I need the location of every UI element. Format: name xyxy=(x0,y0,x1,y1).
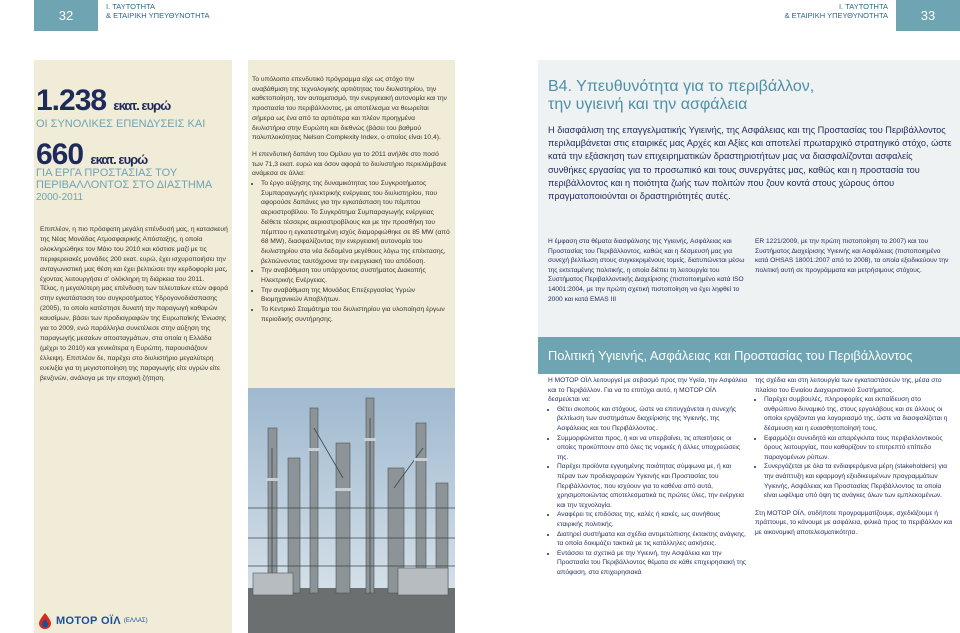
flame-drop-icon xyxy=(38,613,52,629)
list-item: • Το έργο αύξησης της δυναμικότητας του Συγκροτήματος Συμπαραγωγής ηλεκτρικής ενέργειας του διυλιστηρίου, που αφορούσε δαπάνες για την εγκατάσταση του πέμπτου αεριοστροβίλου. Το Συγκρότημα Συμπαραγωγής ενέργειας διέθετε τέσσερις αεριοστροβίλους και με την προσθήκη του πέμπτου η εγκατεστημένη ισχύς διαμορφώθηκε σε 85 MW (από 68 MW), διασφαλίζοντας την ενεργειακή αυτονομία του διυλιστηρίου στα νέα δεδομένα μεγέθους λόγω της επέκτασης, βελτιώνοντας ταυτόχρονα την ενεργειακή του απόδοση. xyxy=(261,179,450,266)
section-text-col2: ER 1221/2009, με την πρώτη πιστοποίηση το 2007) και του Συστήματος Διαχείρισης Υγιεινής και Ασφάλειας (πιστοποιημένο κατά OHSAS 18001:2007 από το 2008), τα οποία εξειδικεύουν την πολιτική αυτή σε προγράμματα και μετρήσιμους στόχους. xyxy=(755,238,949,274)
motor-oil-logo xyxy=(38,612,148,630)
logo-brand-text: ΜΟΤΟΡ ΟΪΛ xyxy=(56,615,121,627)
policy-col-right: της σχέδια και στη λειτουργία των εγκαταστάσεών της, μέσα στο πλαίσιο του Ενιαίου Διαχειριστικού Συστήματος. • Παρέχει συμβουλές, πληροφορίες και εκπαίδευση στο ανθρώπινο δυναμικό της, στους εργολάβους και σε άλλους οι οποίοι εργάζονται για λογαριασμό της, ώστε να διασφαλίζεται η δέσμευση και η ευαισθητοποίησή τους. • Εφαρμόζει συνειδητά και απαρέγκλιτα τους περιβαλλοντικούς όρους λειτουργίας, που καθορίζουν το επιτρεπτό επίπεδο παραγομένων ρύπων. • Συνεργάζεται με όλα τα ενδιαφερόμενα μέρη (stakeholders) για την ανάπτυξη και εφαρμογή εξειδικευμένων προγραμμάτων Υγιεινής, Ασφάλειας και Προστασίας Περιβάλλοντος τα οποία είναι ωφέλιμα υπό όψη τις ανάγκες όλων των εμπλεκομένων. Στη ΜΟΤΟΡ ΟΪΛ, οτιδήποτε προγραμματίζουμε, σχεδιάζουμε ή πράττουμε, το κάνουμε με ασφάλεια, φιλικά προς το περιβάλλον και με οικονομική αποτελεσματικότητα. xyxy=(755,376,953,538)
list-item: • Το Κεντρικό Σταμάτημα του διυλιστηρίου για υλοποίηση έργων περιοδικής συντήρησης. xyxy=(261,305,450,324)
left-page-number: 32 xyxy=(34,0,98,31)
section-text-col1: Η έμφαση στα θέματα διασφάλισης της Υγιεινής, Ασφάλειας και Προστασίας του Περιβάλλοντος, καθώς και η δέσμευσή μας για συνεχή βελτίωση στους συγκεκριμένους τομείς, διατυπώνεται μέσω της εκτεταμένης πολιτικής, η οποία διέπει τη λειτουργία του Συστήματος Περιβαλλοντικής Διαχείρισης (πιστοποιημένο κατά ISO 14001:2004, με την πρώτη σχετική πιστοποίηση να έχει ληφθεί το 2000 και κατά EMAS III xyxy=(548,238,745,303)
list-item: • Θέτει σκοπούς και στόχους, ώστε να επιτυγχάνεται η συνεχής βελτίωση των συστημάτων διαχείρισης της Υγιεινής, της Ασφάλειας και του Περιβάλλοντος. xyxy=(557,405,748,434)
list-item: • Την αναβάθμιση του υπάρχοντος συστήματος Διακοπής Ηλεκτρικής Ενέργειας. xyxy=(261,266,450,285)
policy-closing: Στη ΜΟΤΟΡ ΟΪΛ, οτιδήποτε προγραμματίζουμε, σχεδιάζουμε ή πράττουμε, το κάνουμε με ασφάλεια, φιλικά προς το περιβάλλον και με οικονομική αποτελεσματικότητα. xyxy=(755,509,953,536)
policy-title: Πολιτική Υγιεινής, Ασφάλειας και Προστασίας του Περιβάλλοντος xyxy=(548,348,913,363)
middle-bullet-list xyxy=(252,179,450,325)
list-item: • Παρέχει συμβουλές, πληροφορίες και εκπαίδευση στο ανθρώπινο δυναμικό της, στους εργολάβους και σε άλλους οι οποίοι εργάζονται για λογαριασμό της, ώστε να διασφαλίζεται η δέσμευση και η ευαισθητοποίησή τους. xyxy=(764,395,953,433)
right-header-label: I. ΤΑΥΤΟΤΗΤΑ & ΕΤΑΙΡΙΚΗ ΥΠΕΥΘΥΝΟΤΗΤΑ xyxy=(784,2,888,20)
stat-environment-value: 660 εκατ. ευρώ xyxy=(36,138,148,171)
list-item: • Εντάσσει τα σχετικά με την Υγιεινή, την Ασφάλεια και την Προστασία του Περιβάλλοντος θέματα σε κάθε επιχειρησιακή της απόφαση, στα επιχειρησιακά xyxy=(557,549,748,578)
list-item: • Αναφέρει τις επιδόσεις της, καλές ή κακές, ως συνήθους εταιρικής πολιτικής. xyxy=(557,510,748,529)
left-body-text: Επιπλέον, η πιο πρόσφατη μεγάλη επένδυσή μας, η κατασκευή της Νέας Μονάδας Ατμοσφαιρικής Απόσταξης, η οποία ολοκληρώθηκε τον Μάιο του 2010 και κόστισε μαζί με τις περιφερειακές μονάδες 200 εκατ. ευρώ, έχει ισχυροποιήσει την ανταγωνιστική μας θέση και έχει βελτιώσει την κερδοφορία μας, έχοντας λειτουργήσει σ' ολόκληρη τη διάρκεια του 2011. Τέλος, η μεγαλύτερη μας επένδυση των τελευταίων ετών αφορά στην εγκατάσταση του συγκροτήματος Υδρογονοδιάσπασης (2005), το οποίο κατέστησε δυνατή την παραγωγή καθαρών καυσίμων, βάσει των προδιαγραφών της Ευρωπαϊκής Ένωσης για το 2009, ενώ παράλληλα συνετέλεσε στην αύξηση της παραγωγής μεσαίων αποσταγμάτων, στα οποία η Ελλάδα (μέχρι το 2010) και γενικότερα η Ευρώπη, παρουσιάζουν έλλειψη. Επιπλέον δε, παρέχει στο διυλιστήριο μεγαλύτερη ευελιξία για τη μεγιστοποίηση της παραγωγής είτε υγρών είτε βενζινών, ανάλογα με την εποχική ζήτηση. xyxy=(40,226,228,382)
list-item: • Την αναβάθμιση της Μονάδας Επεξεργασίας Υγρών Βιομηχανικών Αποβλήτων. xyxy=(261,286,450,305)
list-item: • Εφαρμόζει συνειδητά και απαρέγκλιτα τους περιβαλλοντικούς όρους λειτουργίας, που καθορίζουν το επιτρεπτό επίπεδο παραγομένων ρύπων. xyxy=(764,434,953,463)
middle-body-text: Το υπόλοιπο επενδυτικό πρόγραμμα είχε ως στόχο την αναβάθμιση της τεχνολογικής αρτιότητας του διυλιστηρίου, την καθετοποίηση, τον αυτοματισμό, την ενεργειακή αυτονομία και την προστασία του περιβάλλοντος, με αποτέλεσμα να θεωρείται σήμερα ως ένα από τα αρτιότερα και πλέον προηγμένα διυλιστήρια στην Ευρώπη και διεθνώς (βάσει του βαθμού πολυπλοκότητας Nelson Complexity Index, ο οποίος είναι 10,4). Η επενδυτική δαπάνη του Ομίλου για το 2011 ανήλθε στο ποσό των 71,3 εκατ. ευρώ και όσον αφορά το διυλιστήριο περιελάμβανε ανάμεσα σε άλλα: • Το έργο αύξησης της δυναμικότητας του Συγκροτήματος Συμπαραγωγής ηλεκτρικής ενέργειας του διυλιστηρίου, που αφορούσε δαπάνες για την εγκατάσταση του πέμπτου αεριοστροβίλου. Το Συγκρότημα Συμπαραγωγής ενέργειας διέθετε τέσσερις αεριοστροβίλους και με την προσθήκη του πέμπτου η εγκατεστημένη ισχύς διαμορφώθηκε σε 85 MW (από 68 MW), διασφαλίζοντας την ενεργειακή αυτονομία του διυλιστηρίου στα νέα δεδομένα μεγέθους λόγω της επέκτασης, βελτιώνοντας ταυτόχρονα την ενεργειακή του απόδοση. • Την αναβάθμιση του υπάρχοντος συστήματος Διακοπής Ηλεκτρικής Ενέργειας. • Την αναβάθμιση της Μονάδας Επεξεργασίας Υγρών Βιομηχανικών Αποβλήτων. • Το Κεντρικό Σταμάτημα του διυλιστηρίου για υλοποίηση έργων περιοδικής συντήρησης. xyxy=(252,75,450,325)
section-title: Β4. Υπευθυνότητα για το περιβάλλον, την υγιεινή και την ασφάλεια xyxy=(548,78,815,113)
right-page-number: 33 xyxy=(896,0,960,31)
logo-suffix-text: (ΕΛΛΑΣ) xyxy=(123,618,148,624)
list-item: • Συνεργάζεται με όλα τα ενδιαφερόμενα μέρη (stakeholders) για την ανάπτυξη και εφαρμογή εξειδικευμένων προγραμμάτων Υγιεινής, Ασφάλειας και Προστασίας Περιβάλλοντος τα οποία είναι ωφέλιμα υπό όψη τις ανάγκες όλων των εμπλεκομένων. xyxy=(764,462,953,500)
section-lead: Η διασφάλιση της επαγγελματικής Υγιεινής, της Ασφάλειας και της Προστασίας του Περιβάλλοντος περιλαμβάνεται στις εταιρικές μας Αρχές και Αξίες και αποτελεί πρωταρχικό στρατηγικό στόχο, ώστε κατά την εξάσκηση των επιχειρηματικών δραστηριοτήτων μας να διασφαλίζονται ασφαλείς συνθήκες εργασίας για το προσωπικό και τους συνεργάτες μας, καθώς και η προστασία του περιβάλλοντος και η ποιότητα ζωής των πολιτών που ζουν κοντά στους χώρους όπου πραγματοποιούνται οι δραστηριότητές αυτές. xyxy=(548,125,952,202)
refinery-photo xyxy=(248,388,455,633)
list-item: • Διατηρεί συστήματα και σχέδια αντιμετώπισης έκτακτης ανάγκης, τα οποία δοκιμάζει τακτικά με τις κατάλληλες ασκήσεις. xyxy=(557,530,748,549)
stat-environment-label: ΓΙΑ ΕΡΓΑ ΠΡΟΣΤΑΣΙΑΣ ΤΟΥ ΠΕΡΙΒΑΛΛΟΝΤΟΣ ΣΤΟ ΔΙΑΣΤΗΜΑ 2000-2011 xyxy=(36,167,213,203)
stat-investments-label: ΟΙ ΣΥΝΟΛΙΚΕΣ ΕΠΕΝΔΥΣΕΙΣ ΚΑΙ xyxy=(36,118,206,130)
stat-investments-value: 1.238 εκατ. ευρώ xyxy=(36,84,171,117)
list-item: • Συμμορφώνεται προς, ή και να υπερβαίνει, τις απαιτήσεις οι οποίες προκύπτουν από όλες τις νομικές ή άλλες υποχρεώσεις της. xyxy=(557,434,748,463)
left-header-label: I. ΤΑΥΤΟΤΗΤΑ & ΕΤΑΙΡΙΚΗ ΥΠΕΥΘΥΝΟΤΗΤΑ xyxy=(106,2,210,20)
policy-col-left: Η ΜΟΤΟΡ ΟΪΛ λειτουργεί με σεβασμό προς την Υγεία, την Ασφάλεια και το Περιβάλλον. Για να το επιτύχει αυτό, η ΜΟΤΟΡ ΟΪΛ δεσμεύεται να: • Θέτει σκοπούς και στόχους, ώστε να επιτυγχάνεται η συνεχής βελτίωση των συστημάτων διαχείρισης της Υγιεινής, της Ασφάλειας και του Περιβάλλοντος. • Συμμορφώνεται προς, ή και να υπερβαίνει, τις απαιτήσεις οι οποίες προκύπτουν από όλες τις νομικές ή άλλες υποχρεώσεις της. • Παρέχει προϊόντα εγγυημένης ποιότητας σύμφωνα με, ή και πέραν των προδιαγραφών Υγιεινής και Προστασίας του Περιβάλλοντος, που ισχύουν για το καθένα από αυτά, χρησιμοποιώντας αποτελεσματικά τις πρώτες ύλες, την ενέργεια και την τεχνολογία. • Αναφέρει τις επιδόσεις της, καλές ή κακές, ως συνήθους εταιρικής πολιτικής. • Διατηρεί συστήματα και σχέδια αντιμετώπισης έκτακτης ανάγκης, τα οποία δοκιμάζει τακτικά με τις κατάλληλες ασκήσεις. • Εντάσσει τα σχετικά με την Υγιεινή, την Ασφάλεια και την Προστασία του Περιβάλλοντος θέματα σε κάθε επιχειρησιακή της απόφαση, στα επιχειρησιακά xyxy=(548,376,748,577)
refinery-illustration xyxy=(248,388,455,633)
list-item: • Παρέχει προϊόντα εγγυημένης ποιότητας σύμφωνα με, ή και πέραν των προδιαγραφών Υγιεινής και Προστασίας του Περιβάλλοντος, που ισχύουν για το καθένα από αυτά, χρησιμοποιώντας αποτελεσματικά τις πρώτες ύλες, την ενέργεια και την τεχνολογία. xyxy=(557,462,748,510)
policy-title-band xyxy=(538,337,960,374)
